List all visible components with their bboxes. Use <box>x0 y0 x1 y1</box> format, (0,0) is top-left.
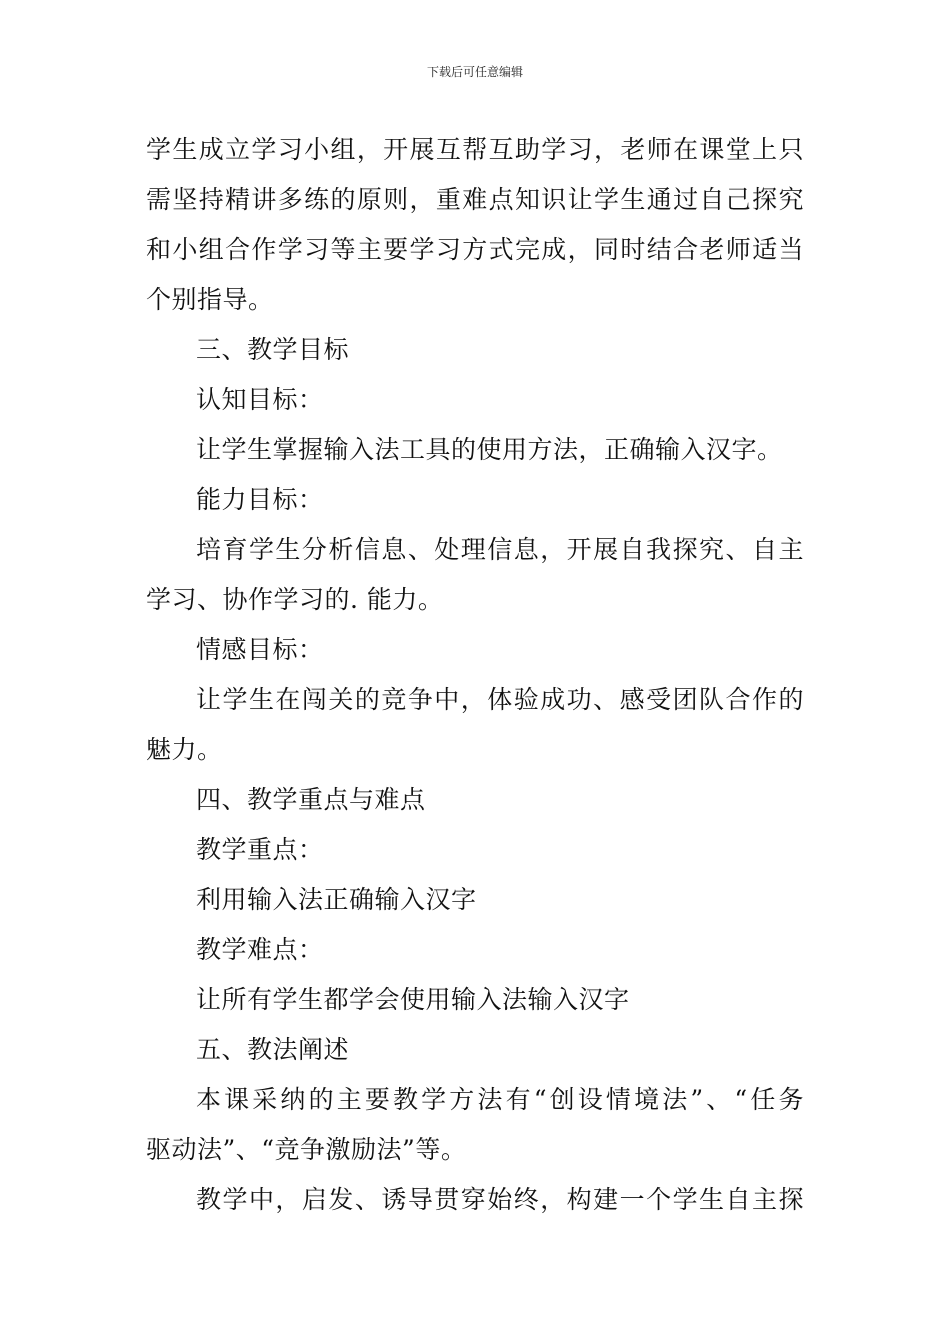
section-heading-key-points: 四、教学重点与难点 <box>196 785 426 814</box>
subheading-emotion-goal: 情感目标： <box>196 635 324 664</box>
body-line: 本课采纳的主要教学方法有“创设情境法”、“任务 <box>196 1085 804 1114</box>
subheading-cognitive-goal: 认知目标： <box>196 385 324 414</box>
body-line: 个别指导。 <box>146 285 274 314</box>
subheading-ability-goal: 能力目标： <box>196 485 324 514</box>
body-line: 教学中，启发、诱导贯穿始终，构建一个学生自主探 <box>196 1185 804 1214</box>
section-heading-objectives: 三、教学目标 <box>196 335 350 364</box>
subheading-key-point: 教学重点： <box>196 835 324 864</box>
body-line: 学习、协作学习的. 能力。 <box>146 585 444 614</box>
document-body <box>146 125 804 1225</box>
body-line: 和小组合作学习等主要学习方式完成，同时结合老师适当 <box>146 235 804 264</box>
section-heading-methods: 五、教法阐述 <box>196 1035 350 1064</box>
body-line: 驱动法”、“竞争激励法”等。 <box>146 1135 467 1164</box>
body-line: 学生成立学习小组，开展互帮互助学习，老师在课堂上只 <box>146 135 804 164</box>
body-line: 利用输入法正确输入汉字 <box>196 885 477 914</box>
subheading-difficult-point: 教学难点： <box>196 935 324 964</box>
body-line: 让所有学生都学会使用输入法输入汉字 <box>196 985 630 1014</box>
body-line: 让学生掌握输入法工具的使用方法，正确输入汉字。 <box>196 435 783 464</box>
page-header-note: 下载后可任意编辑 <box>426 65 523 79</box>
body-line: 需坚持精讲多练的原则，重难点知识让学生通过自己探究 <box>146 185 804 214</box>
body-line: 培育学生分析信息、处理信息，开展自我探究、自主 <box>196 535 804 564</box>
body-line: 魅力。 <box>146 735 223 764</box>
body-line: 让学生在闯关的竞争中，体验成功、感受团队合作的 <box>196 685 804 714</box>
